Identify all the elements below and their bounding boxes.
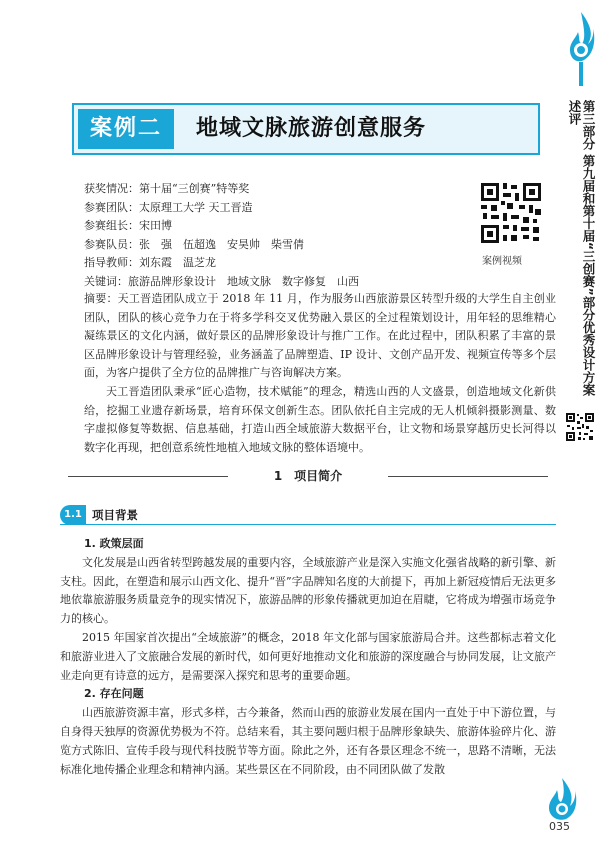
team-line: 参赛团队：太原理工大学 天工晋造: [84, 200, 253, 214]
award-line: 获奖情况：第十届“三创赛”特等奖: [84, 182, 250, 195]
subsection-title: 项目背景: [92, 508, 138, 522]
body-paragraph-3: 山西旅游资源丰富，形式多样，古今兼备，然而山西的旅游业发展在国内一直处于中下游位置，与自身得天独厚的资源优势极为不符。总结来看，其主要问题归根于品牌形象缺失、旅游体验碎片化、游览方式陈旧、宣传手段与现代科技脱节等方面。除此之外，还有各景区理念不统一，思路不清晰，无法标准化地传播企业理念和精神内涵。某些景区在不同阶段，由不同团队做了发散: [60, 706, 556, 776]
case-label: 案例二: [78, 109, 174, 149]
section-rule-left: [68, 476, 228, 477]
heading-problems: 2. 存在问题: [84, 687, 144, 701]
abstract: [84, 290, 556, 457]
body-paragraph-2: 2015 年国家首次提出“全域旅游”的概念，2018 年文化部与国家旅游局合并。这些都标志着文化和旅游业进入了文旅融合发展的新时代，如何更好地推动文化和旅游的深度融合与协同发展，让文旅产业走向更有诗意的远方，是需要深入探究和思考的重要命题。: [60, 630, 556, 682]
body-text: [60, 535, 556, 779]
qr-caption: 案例视频: [482, 256, 522, 267]
case-title: 地域文脉旅游创意服务: [196, 116, 427, 141]
right-side-band: [562, 0, 600, 847]
keywords-line: 关键词：旅游品牌形象设计 地域文脉 数字修复 山西: [84, 274, 359, 288]
abstract-paragraph-1: 摘要：天工晋造团队成立于 2018 年 11 月，作为服务山西旅游景区转型升级的大学生自主创业团队，团队的核心竞争力在于将多学科交叉优势融入景区的全过程策划设计，用年轻的思维精心凝练景区的文化内涵，做好景区的品牌形象设计与推广工作。在此过程中，团队积累了丰富的景区品牌形象设计与管理经验，业务涵盖了品牌塑造、IP 设计、文创产品开发、视频宣传等多个层面，为客户提供了全方位的品牌推广与咨询解决方案。: [84, 292, 556, 380]
section-title: 1 项目简介: [264, 466, 352, 486]
heading-policy: 1. 政策层面: [84, 537, 144, 550]
case-banner: [72, 103, 540, 155]
body-paragraph-1: 文化发展是山西省转型跨越发展的重要内容，全域旅游产业是深入实施文化强省战略的新引擎、新支柱。因此，在塑造和展示山西文化、提升“晋”字品牌知名度的大前提下，再加上新冠疫情后无法更多地依靠旅游服务质量竞争的现实情况下，旅游品牌的形象传播就更加迫在眉睫，它将成为增强市场竞争力的核心。: [60, 555, 556, 626]
abstract-paragraph-2: 天工晋造团队秉承“匠心造物，技术赋能”的理念，精选山西的人文盛景，创造地域文化新供给，挖掘工业遗存新场景，培育环保文创新生态。团队依托自主完成的无人机倾斜摄影测量、数字虚拟修复等数据、信息基础，打造山西全域旅游大数据平台，让文物和场景穿越历史长河得以数字化再现，把创意系统性地植入地域文脉的整体语境中。: [84, 384, 556, 454]
side-qr-code-icon[interactable]: [565, 412, 595, 442]
subsection-heading: [60, 505, 556, 525]
page-number: 035: [549, 820, 570, 833]
flame-footer-icon: [546, 776, 578, 822]
case-meta-info: [84, 180, 464, 292]
flame-logo-icon: [566, 10, 596, 88]
section-rule-right: [388, 476, 548, 477]
case-video-qr-code-icon[interactable]: [479, 181, 543, 245]
leader-line: 参赛组长：宋田博: [84, 219, 172, 233]
side-part-title: 第三部分 第九届和第十届“三创赛”部分优秀设计方案述评: [567, 100, 596, 396]
advisors-line: 指导教师：刘东霞 温芝龙: [84, 256, 216, 270]
subsection-number: 1.1: [60, 505, 86, 525]
section-heading: [68, 466, 548, 486]
members-line: 参赛队员：张 强 伍超逸 安昊帅 柴雪倩: [84, 237, 304, 251]
